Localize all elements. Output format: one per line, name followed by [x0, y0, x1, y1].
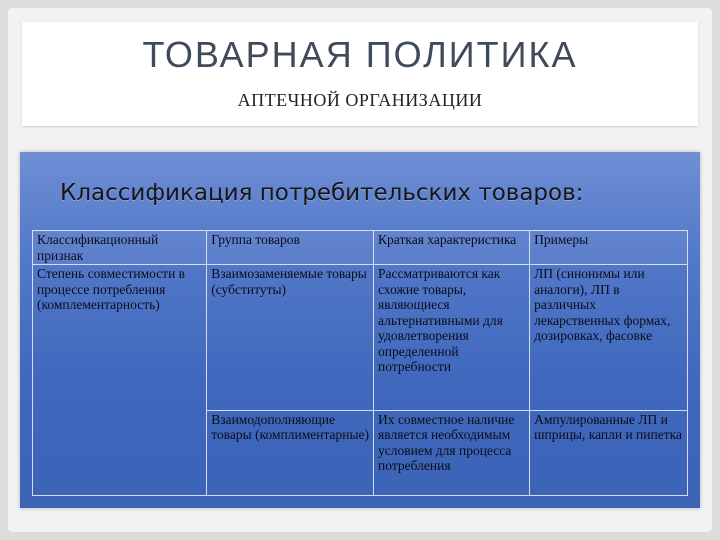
title-box — [22, 22, 698, 126]
table-header-row — [33, 231, 688, 265]
classification-table — [32, 230, 688, 496]
page-subtitle: АПТЕЧНОЙ ОРГАНИЗАЦИИ — [237, 90, 483, 110]
content-slide — [20, 152, 700, 508]
examples-cell: ЛП (синонимы или аналоги), ЛП в различных лекарственных формах, дозировках, фасовке — [530, 265, 688, 411]
criterion-cell: Степень совместимости в процессе потребления (комплементарность) — [33, 265, 207, 496]
header-characteristic: Краткая характеристика — [374, 231, 530, 265]
group-cell: Взаимозаменяемые товары (субституты) — [207, 265, 374, 411]
header-group: Группа товаров — [207, 231, 374, 265]
examples-cell: Ампулированные ЛП и шприцы, капли и пипетка — [530, 410, 688, 495]
header-criterion: Классификационный признак — [33, 231, 207, 265]
page-title: ТОВАРНАЯ ПОЛИТИКА — [142, 34, 578, 75]
header-examples: Примеры — [530, 231, 688, 265]
group-cell: Взаимодополняющие товары (комплиментарные) — [207, 410, 374, 495]
table-row — [33, 265, 688, 411]
section-heading: Классификация потребительских товаров: — [60, 180, 584, 206]
characteristic-cell: Рассматриваются как схожие товары, являющиеся альтернативными для удовлетворения определенной потребности — [374, 265, 530, 411]
characteristic-cell: Их совместное наличие является необходимым условием для процесса потребления — [374, 410, 530, 495]
